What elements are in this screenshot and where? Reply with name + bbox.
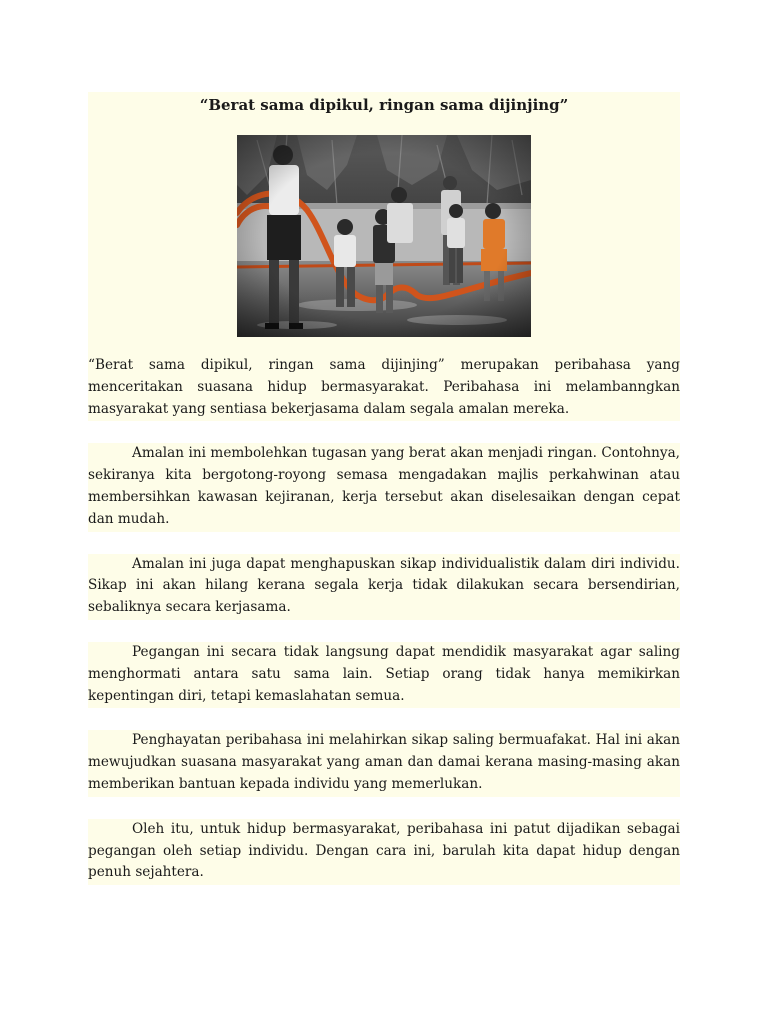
paragraph-gap [88,421,680,443]
paragraph-3-text: Amalan ini juga dapat menghapuskan sikap individualistik dalam diri individu. Sikap ini akan hilang kerana segala kerja tidak dilakukan secara bersendirian, sebaliknya secara kerjasama. [88,555,680,616]
paragraph-6-text: Oleh itu, untuk hidup bermasyarakat, peribahasa ini patut dijadikan sebagai pegangan oleh setiap individu. Dengan cara ini, barulah kita dapat hidup dengan penuh sejahtera. [88,820,680,881]
paragraph-4-text: Pegangan ini secara tidak langsung dapat mendidik masyarakat agar saling menghormati antara satu sama lain. Setiap orang tidak hanya memikirkan kepentingan diri, tetapi kemaslahatan semua. [88,643,680,704]
paragraph-gap [88,797,680,819]
paragraph-6 [88,819,680,885]
document-title: “Berat sama dipikul, ringan sama dijinjing” [88,92,680,119]
children-carrying-hose-photo [237,135,531,337]
paragraph-gap [88,620,680,642]
paragraph-5 [88,730,680,796]
paragraph-1-text: “Berat sama dipikul, ringan sama dijinjing” merupakan peribahasa yang menceritakan suasana hidup bermasyarakat. Peribahasa ini melambanngkan masyarakat yang sentiasa bekerjasama dalam segala amalan mereka. [88,357,680,417]
document-page [88,92,680,885]
paragraph-3 [88,554,680,620]
paragraph-gap [88,708,680,730]
paragraph-gap [88,532,680,554]
paragraph-5-text: Penghayatan peribahasa ini melahirkan sikap saling bermuafakat. Hal ini akan mewujudkan suasana masyarakat yang aman dan damai kerana masing-masing akan memberikan bantuan kepada individu yang memerlukan. [88,732,680,792]
paragraph-4 [88,642,680,708]
photo-container [88,119,680,355]
paragraph-1 [88,355,680,421]
paragraph-2 [88,443,680,531]
paragraph-2-text: Amalan ini membolehkan tugasan yang berat akan menjadi ringan. Contohnya, sekiranya kita bergotong-royong semasa mengadakan majlis perkahwinan atau membersihkan kawasan kejiranan, kerja tersebut akan diselesaikan dengan cepat dan mudah. [88,445,680,527]
